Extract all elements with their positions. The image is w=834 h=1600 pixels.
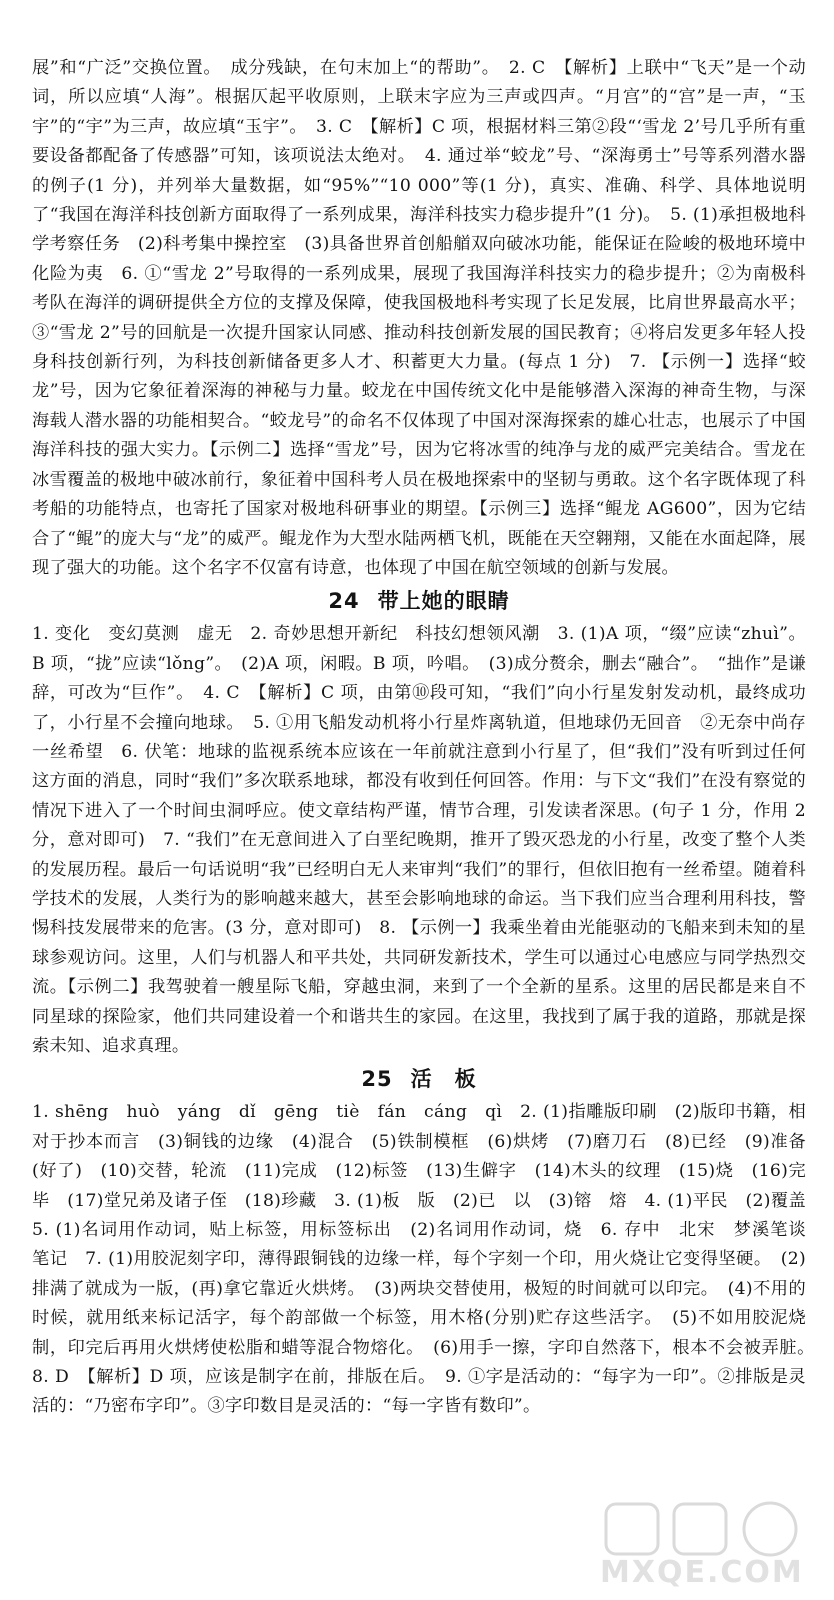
lesson-title: 活 板 (410, 1067, 477, 1092)
lesson-24-heading (32, 586, 806, 616)
watermark-logo-icon (602, 1498, 812, 1560)
answer-page (32, 54, 824, 1422)
lesson-number: 24 (328, 589, 360, 614)
answer-paragraph-lesson-24: 1. 变化 变幻莫测 虚无 2. 奇妙思想开新纪 科技幻想领风潮 3. (1)A 项，“缀”应读“zhuì”。B 项，“拢”应读“lǒng”。 (2)A 项，闲暇。B 项，吟唱。 (3)成分赘余，删去“融合”。 “拙作”是谦辞，可改为“巨作”。 4. C 【解析】C 项，由第⑩段可知，“我们”向小行星发射发动机，最终成功了，小行星不会撞向地球。 5. ①用飞船发动机将小行星炸离轨道，但地球仍无回音 ②无奈中尚存一丝希望 6. 伏笔：地球的监视系统本应该在一年前就注意到小行星了，但“我们”没有听到过任何这方面的消息，同时“我们”多次联系地球，都没有收到任何回答。作用：与下文“我们”在没有察觉的情况下进入了一个时间虫洞呼应。使文章结构严谨，情节合理，引发读者深思。(句子 1 分，作用 2 分，意对即可) 7. “我们”在无意间进入了白垩纪晚期，推开了毁灭恐龙的小行星，改变了整个人类的发展历程。最后一句话说明“我”已经明白无人来审判“我们”的罪行，但依旧抱有一丝希望。随着科学技术的发展，人类行为的影响越来越大，甚至会影响地球的命运。当下我们应当合理利用科技，警惕科技发展带来的危害。(3 分，意对即可) 8. 【示例一】我乘坐着由光能驱动的飞船来到未知的星球参观访问。这里，人们与机器人和平共处，共同研发新技术，学生可以通过心电感应与同学热烈交流。【示例二】我驾驶着一艘星际飞船，穿越虫洞，来到了一个全新的星系。这里的居民都是来自不同星球的探险家，他们共同建设着一个和谐共生的家园。在这里，我找到了属于我的道路，那就是探索未知、追求真理。 (32, 624, 806, 1056)
answer-paragraph-intro: 展”和“广泛”交换位置。 成分残缺，在句末加上“的帮助”。 2. C 【解析】上联中“飞天”是一个动词，所以应填“人海”。根据仄起平收原则，上联末字应为三声或四声。“月宫”的“宫”是一声，“玉宇”的“宇”为三声，故应填“玉宇”。 3. C 【解析】C 项，根据材料三第②段“‘雪龙 2’号几乎所有重要设备都配备了传感器”可知，该项说法太绝对。 4. 通过举“蛟龙”号、“深海勇士”号等系列潜水器的例子(1 分)，并列举大量数据，如“95%”“10 000”等(1 分)，真实、准确、科学、具体地说明了“我国在海洋科技创新方面取得了一系列成果，海洋科技实力稳步提升”(1 分)。 5. (1)承担极地科学考察任务 (2)科考集中操控室 (3)具备世界首创船艏双向破冰功能，能保证在险峻的极地环境中化险为夷 6. ①“雪龙 2”号取得的一系列成果，展现了我国海洋科技实力的稳步提升；②为南极科考队在海洋的调研提供全方位的支撑及保障，使我国极地科考实现了长足发展，比肩世界最高水平；③“雪龙 2”号的回航是一次提升国家认同感、推动科技创新发展的国民教育；④将启发更多年轻人投身科技创新行列，为科技创新储备更多人才、积蓄更大力量。(每点 1 分) 7. 【示例一】选择“蛟龙”号，因为它象征着深海的神秘与力量。蛟龙在中国传统文化中是能够潜入深海的神奇生物，与深海载人潜水器的功能相契合。“蛟龙号”的命名不仅体现了中国对深海探索的雄心壮志，也展示了中国海洋科技的强大实力。【示例二】选择“雪龙”号，因为它将冰雪的纯净与龙的威严完美结合。雪龙在冰雪覆盖的极地中破冰前行，象征着中国科考人员在极地探索中的坚韧与勇敢。这个名字既体现了科考船的功能特点，也寄托了国家对极地科研事业的期望。【示例三】选择“鲲龙 AG600”，因为它结合了“鲲”的庞大与“龙”的威严。鲲龙作为大型水陆两栖飞机，既能在天空翱翔，又能在水面起降，展现了强大的功能。这个名字不仅富有诗意，也体现了中国在航空领域的创新与发展。 (32, 58, 806, 578)
watermark-url: MXQE.COM (600, 1555, 804, 1590)
watermark (592, 1492, 822, 1592)
lesson-title: 带上她的眼睛 (377, 589, 510, 614)
lesson-number: 25 (361, 1067, 393, 1092)
lesson-25-heading (32, 1064, 806, 1094)
answer-paragraph-lesson-25: 1. shēng huò yáng dǐ gēng tiè fán cáng qì 2. (1)指雕版印刷 (2)版印书籍，相对于抄本而言 (3)铜钱的边缘 (4)混合 (5)铁制模框 (6)烘烤 (7)磨刀石 (8)已经 (9)准备(好了) (10)交替，轮流 (11)完成 (12)标签 (13)生僻字 (14)木头的纹理 (15)烧 (16)完毕 (17)堂兄弟及诸子侄 (18)珍藏 3. (1)板 版 (2)已 以 (3)镕 熔 4. (1)平民 (2)覆盖 5. (1)名词用作动词，贴上标签，用标签标出 (2)名词用作动词，烧 6. 存中 北宋 梦溪笔谈 笔记 7. (1)用胶泥刻字印，薄得跟铜钱的边缘一样，每个字刻一个印，用火烧让它变得坚硬。 (2)排满了就成为一版，(再)拿它靠近火烘烤。 (3)两块交替使用，极短的时间就可以印完。 (4)不用的时候，就用纸来标记活字，每个韵部做一个标签，用木格(分别)贮存这些活字。 (5)不如用胶泥烧制，印完后再用火烘烤使松脂和蜡等混合物熔化。 (6)用手一擦，字印自然落下，根本不会被弄脏。 8. D 【解析】D 项，应该是制字在前，排版在后。 9. ①字是活动的：“每字为一印”。②排版是灵活的：“乃密布字印”。③字印数目是灵活的：“每一字皆有数印”。 (32, 1102, 824, 1417)
